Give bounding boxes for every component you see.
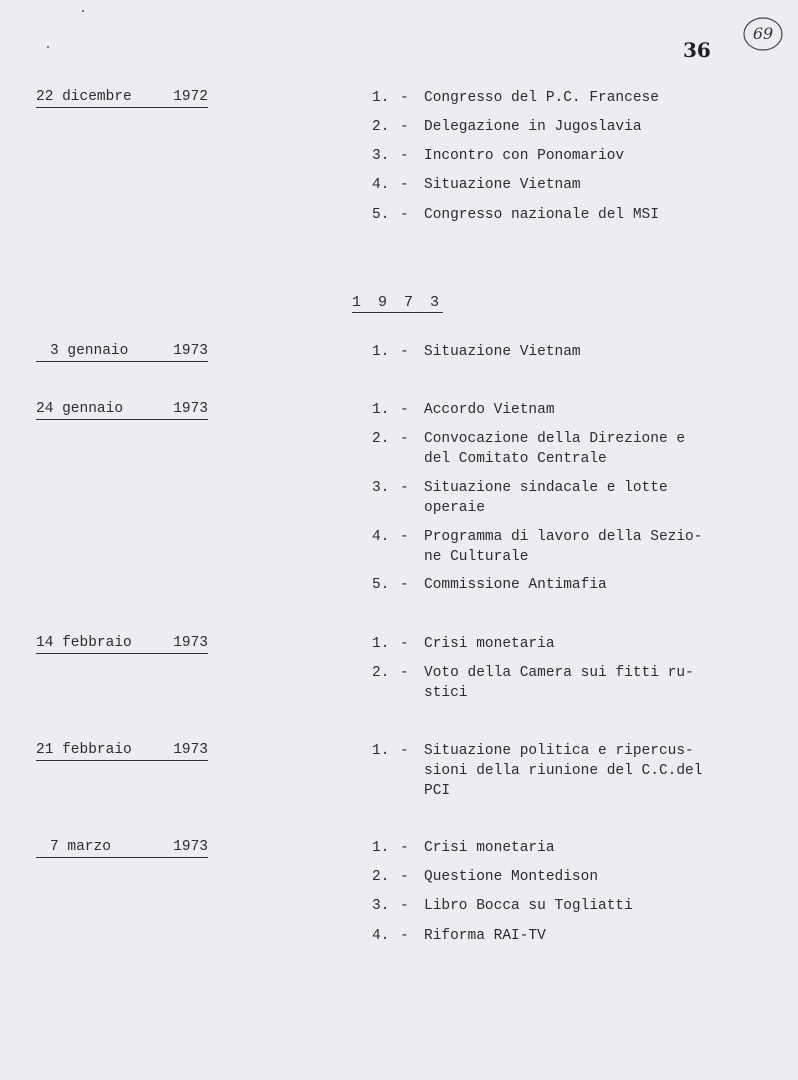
agenda-item-line: Questione Montedison [424, 869, 599, 885]
agenda-item [372, 575, 762, 595]
agenda-item-text [424, 175, 581, 195]
agenda-item-number: 1. [372, 90, 390, 106]
agenda-item-number: 1. [372, 840, 390, 856]
item-dash: - [400, 928, 409, 944]
agenda-item-text [424, 146, 624, 166]
meeting-date-year: 1973 [173, 839, 208, 855]
agenda-item-text [424, 896, 633, 916]
agenda-item-line: Incontro con Ponomariov [424, 148, 625, 164]
agenda-item-line: Crisi monetaria [424, 636, 555, 652]
agenda-item-number: 5. [372, 577, 390, 593]
agenda-item-line: stici [424, 685, 468, 701]
meeting-date-year: 1973 [173, 401, 208, 417]
meeting-date [36, 400, 208, 420]
agenda-item-text [424, 663, 694, 703]
agenda-item-line: Congresso del P.C. Francese [424, 90, 659, 106]
agenda-item [372, 205, 762, 225]
agenda-item-text [424, 117, 642, 137]
agenda-item-text [424, 741, 702, 801]
agenda-item-line: Voto della Camera sui fitti ru- [424, 665, 694, 681]
year-heading: 1 9 7 3 [352, 294, 444, 311]
agenda-item [372, 478, 762, 518]
agenda-item [372, 175, 762, 195]
agenda-item-line: operaie [424, 500, 485, 516]
agenda-item-text [424, 478, 668, 518]
item-dash: - [400, 344, 409, 360]
agenda-item [372, 146, 762, 166]
page-number: 36 [683, 38, 711, 62]
agenda-item-number: 2. [372, 119, 390, 135]
agenda-item-text [424, 429, 685, 469]
agenda-item [372, 838, 762, 858]
agenda-item-text [424, 342, 581, 362]
agenda-item-number: 3. [372, 148, 390, 164]
meeting-date [36, 88, 208, 108]
meeting-date-day: 14 febbraio [36, 635, 132, 651]
agenda-item-line: Situazione Vietnam [424, 177, 581, 193]
meeting-date-year: 1973 [173, 742, 208, 758]
agenda-item [372, 527, 762, 567]
agenda-item-line: Convocazione della Direzione e [424, 431, 686, 447]
item-dash: - [400, 402, 409, 418]
agenda-item-number: 4. [372, 177, 390, 193]
agenda-item-number: 4. [372, 928, 390, 944]
agenda-item [372, 867, 762, 887]
agenda-item-line: Accordo Vietnam [424, 402, 555, 418]
meeting-date-year: 1972 [173, 89, 208, 105]
stray-mark [47, 46, 49, 48]
agenda-item [372, 117, 762, 137]
agenda-item-number: 1. [372, 402, 390, 418]
agenda-item-number: 5. [372, 207, 390, 223]
agenda-item-text [424, 867, 598, 887]
item-dash: - [400, 636, 409, 652]
meeting-date-year: 1973 [173, 343, 208, 359]
meeting-date-day: 24 gennaio [36, 401, 124, 417]
item-dash: - [400, 529, 409, 545]
agenda-item-number: 1. [372, 344, 390, 360]
meeting-date [36, 838, 208, 858]
agenda-item-number: 2. [372, 869, 390, 885]
item-dash: - [400, 207, 409, 223]
agenda-item-line: Situazione Vietnam [424, 344, 581, 360]
agenda-item-text [424, 400, 555, 420]
agenda-item-line: Riforma RAI-TV [424, 928, 546, 944]
agenda-item-line: sioni della riunione del C.C.del [424, 763, 703, 779]
meeting-date-year: 1973 [173, 635, 208, 651]
meeting-date-day: 3 gennaio [50, 343, 129, 359]
meeting-date [36, 634, 208, 654]
agenda-item-text [424, 527, 702, 567]
item-dash: - [400, 869, 409, 885]
item-dash: - [400, 431, 409, 447]
agenda-item-number: 3. [372, 898, 390, 914]
agenda-item [372, 896, 762, 916]
meeting-date-day: 21 febbraio [36, 742, 132, 758]
item-dash: - [400, 898, 409, 914]
agenda-item-line: PCI [424, 783, 451, 799]
agenda-item [372, 741, 762, 801]
meeting-date [36, 342, 208, 362]
agenda-item-line: ne Culturale [424, 549, 529, 565]
agenda-item-line: Libro Bocca su Togliatti [424, 898, 633, 914]
agenda-item-line: Programma di lavoro della Sezio- [424, 529, 703, 545]
agenda-item-number: 1. [372, 636, 390, 652]
agenda-item [372, 400, 762, 420]
agenda-item-line: Crisi monetaria [424, 840, 555, 856]
agenda-item-text [424, 205, 659, 225]
agenda-item-number: 1. [372, 743, 390, 759]
agenda-item [372, 926, 762, 946]
item-dash: - [400, 577, 409, 593]
item-dash: - [400, 119, 409, 135]
agenda-item-number: 4. [372, 529, 390, 545]
agenda-item [372, 663, 762, 703]
agenda-item-line: del Comitato Centrale [424, 451, 607, 467]
agenda-item-number: 3. [372, 480, 390, 496]
item-dash: - [400, 148, 409, 164]
agenda-item-text [424, 926, 546, 946]
agenda-item [372, 88, 762, 108]
meeting-date-day: 7 marzo [50, 839, 111, 855]
item-dash: - [400, 743, 409, 759]
item-dash: - [400, 665, 409, 681]
agenda-item-text [424, 838, 555, 858]
agenda-item-number: 2. [372, 431, 390, 447]
folio-stamp [742, 14, 784, 54]
item-dash: - [400, 480, 409, 496]
agenda-item [372, 634, 762, 654]
stray-mark [82, 10, 84, 12]
agenda-item-line: Situazione politica e ripercus- [424, 743, 694, 759]
agenda-item [372, 429, 762, 469]
meeting-date [36, 741, 208, 761]
agenda-item-number: 2. [372, 665, 390, 681]
agenda-item-line: Commissione Antimafia [424, 577, 607, 593]
agenda-item-text [424, 575, 607, 595]
agenda-item-text [424, 88, 659, 108]
item-dash: - [400, 90, 409, 106]
folio-number: 69 [752, 24, 774, 43]
meeting-date-day: 22 dicembre [36, 89, 132, 105]
item-dash: - [400, 840, 409, 856]
item-dash: - [400, 177, 409, 193]
agenda-item-line: Delegazione in Jugoslavia [424, 119, 642, 135]
agenda-item-line: Situazione sindacale e lotte [424, 480, 668, 496]
agenda-item-text [424, 634, 555, 654]
agenda-item-line: Congresso nazionale del MSI [424, 207, 659, 223]
agenda-item [372, 342, 762, 362]
